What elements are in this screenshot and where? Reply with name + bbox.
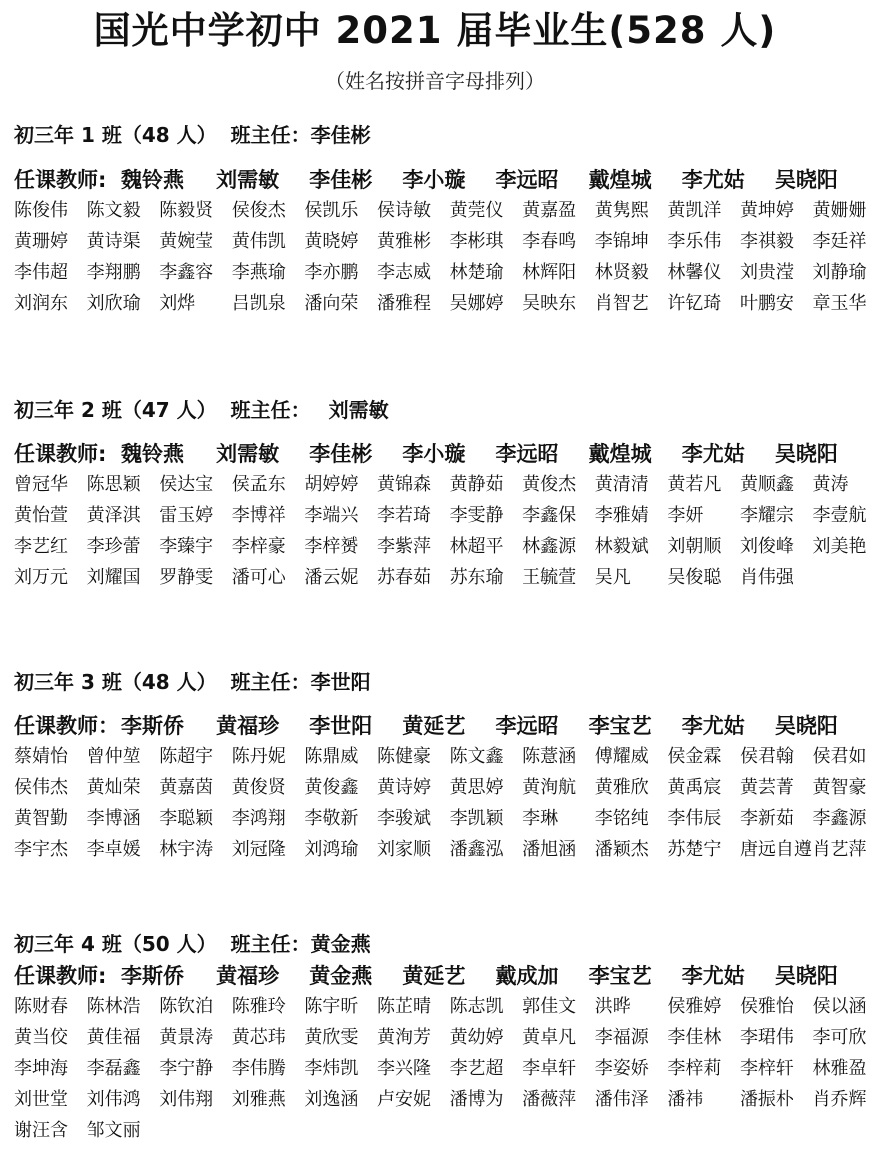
teacher-name: 李尤姑 [681,168,745,192]
student-name: 李炜凯 [304,1058,359,1079]
student-name: 郭佳文 [522,996,577,1017]
student-name: 刘家顺 [376,839,431,860]
student-name: 刘伟鸿 [86,1089,141,1110]
class-title: 初三年 3 班（48 人） [14,670,217,694]
class-title: 初三年 4 班（50 人） [14,932,217,956]
student-name: 李梓莉 [667,1058,722,1079]
student-name: 黄婉莹 [159,231,214,252]
student-name: 侯达宝 [159,474,214,495]
student-name: 李亦鹏 [304,262,359,283]
student-name: 黄坤婷 [739,200,794,221]
student-name: 李珺伟 [739,1027,794,1048]
student-name: 潘薇萍 [522,1089,577,1110]
student-name: 李彬琪 [449,231,504,252]
teacher-name: 戴成加 [495,964,559,988]
teacher-name: 李小璇 [402,168,466,192]
student-name: 黄伟凯 [231,231,286,252]
student-name: 林超平 [449,536,504,557]
student-name: 林雅盈 [812,1058,867,1079]
student-name: 李坤海 [14,1058,68,1079]
student-name: 林宇涛 [159,839,214,860]
student-name: 黄晓婷 [304,231,359,252]
student-name: 潘博为 [449,1089,504,1110]
student-name: 苏春茹 [376,567,431,588]
student-name: 刘逸涵 [304,1089,359,1110]
student-name: 黄俊贤 [231,777,286,798]
student-name: 潘向荣 [304,293,359,314]
student-name: 黄若凡 [667,474,722,495]
teacher-name: 刘需敏 [216,168,280,192]
student-name: 叶鹏安 [739,293,794,314]
student-name: 陈薏涵 [522,746,577,767]
student-name: 李博祥 [231,505,286,526]
class-header [14,120,864,150]
student-name: 李雅婧 [594,505,649,526]
student-name: 陈财春 [14,996,68,1017]
student-name: 许钇琦 [667,293,722,314]
student-name: 侯以涵 [812,996,867,1017]
student-name: 李敬新 [304,808,359,829]
student-name: 陈雅玲 [231,996,286,1017]
student-name: 黄泽淇 [86,505,141,526]
teachers-row [14,165,864,195]
student-name: 李铭纯 [594,808,649,829]
student-name: 刘俊峰 [739,536,794,557]
student-name: 胡婷婷 [304,474,359,495]
student-name: 侯君翰 [739,746,794,767]
student-name: 李福源 [594,1027,649,1048]
student-name: 黄凯洋 [667,200,722,221]
student-name: 谢汪含 [14,1120,68,1141]
student-name: 蔡婧怡 [14,746,68,767]
class-header [14,667,864,697]
student-name: 李耀宗 [739,505,794,526]
student-name: 陈俊伟 [14,200,68,221]
student-name: 黄灿荣 [86,777,141,798]
student-name: 黄洵芳 [376,1027,431,1048]
student-name: 李乐伟 [667,231,722,252]
student-name: 吴映东 [522,293,577,314]
teacher-name: 李尤姑 [681,442,745,466]
student-name: 吴俊聪 [667,567,722,588]
student-name: 黄俊杰 [522,474,577,495]
student-name: 黄莞仪 [449,200,504,221]
student-name: 吕凯泉 [231,293,286,314]
student-name: 林鑫源 [522,536,577,557]
student-list [14,741,867,865]
student-name: 唐远自遵 [739,839,812,860]
student-name: 李骏斌 [376,808,431,829]
student-name: 李珍蕾 [86,536,141,557]
teacher-name: 李佳彬 [309,168,373,192]
student-name: 肖智艺 [594,293,649,314]
student-name: 刘朝顺 [667,536,722,557]
student-name: 刘烨 [159,293,196,314]
teacher-name: 黄福珍 [216,964,280,988]
student-name: 林楚瑜 [449,262,504,283]
head-teacher-name: 李佳彬 [310,123,371,147]
student-name: 潘鑫泓 [449,839,504,860]
student-name: 黄卓凡 [522,1027,577,1048]
teacher-name: 李远昭 [495,442,559,466]
student-name: 李鑫源 [812,808,867,829]
student-name: 陈超宇 [159,746,214,767]
student-list [14,991,867,1146]
student-name: 李鑫保 [522,505,577,526]
head-teacher-label: 班主任： [230,123,311,147]
student-name: 黄禹宸 [667,777,722,798]
student-name: 刘润东 [14,293,68,314]
student-name: 陈健豪 [376,746,431,767]
student-name: 李伟超 [14,262,68,283]
student-name: 刘美艳 [812,536,867,557]
student-name: 陈鼎威 [304,746,359,767]
teacher-name: 吴晓阳 [774,442,838,466]
head-teacher-label: 班主任： [230,398,311,422]
student-name: 侯俊杰 [231,200,286,221]
student-name: 黄雅欣 [594,777,649,798]
student-name: 黄幼婷 [449,1027,504,1048]
student-name: 黄隽熙 [594,200,649,221]
student-name: 刘世堂 [14,1089,68,1110]
student-name: 黄顺鑫 [739,474,794,495]
teachers-label: 任课教师： [14,714,119,738]
student-name: 陈林浩 [86,996,141,1017]
student-name: 陈思颖 [86,474,141,495]
student-name: 李伟腾 [231,1058,286,1079]
student-name: 刘耀国 [86,567,141,588]
teacher-name: 戴煌城 [588,442,652,466]
teachers-label: 任课教师: [14,442,107,466]
teachers-label: 任课教师: [14,168,107,192]
student-name: 陈毅贤 [159,200,214,221]
student-name: 黄清清 [594,474,649,495]
student-name: 侯雅怡 [739,996,794,1017]
student-name: 李可欣 [812,1027,867,1048]
student-name: 刘伟翔 [159,1089,214,1110]
teacher-name: 李世阳 [309,714,373,738]
student-name: 李志威 [376,262,431,283]
teacher-name: 刘需敏 [216,442,280,466]
student-name: 李姿娇 [594,1058,649,1079]
student-name: 李壹航 [812,505,867,526]
student-list [14,469,867,593]
student-name: 林馨仪 [667,262,722,283]
student-name: 陈钦泊 [159,996,214,1017]
student-name: 卢安妮 [376,1089,431,1110]
teacher-name: 戴煌城 [588,168,652,192]
student-name: 李廷祥 [812,231,867,252]
student-name: 李兴隆 [376,1058,431,1079]
student-name: 章玉华 [812,293,867,314]
student-name: 吴娜婷 [449,293,504,314]
student-name: 李佳林 [667,1027,722,1048]
student-name: 黄当佼 [14,1027,68,1048]
student-name: 刘雅燕 [231,1089,286,1110]
student-name: 潘振朴 [739,1089,794,1110]
student-name: 李鸿翔 [231,808,286,829]
student-name: 陈文鑫 [449,746,504,767]
class-title: 初三年 2 班（47 人） [14,398,217,422]
student-name: 侯孟东 [231,474,286,495]
student-name: 李新茹 [739,808,794,829]
student-name: 李博涵 [86,808,141,829]
student-name: 刘万元 [14,567,68,588]
teacher-name: 李尤姑 [681,964,745,988]
student-name: 潘颖杰 [594,839,649,860]
student-name: 林毅斌 [594,536,649,557]
student-name: 潘伟泽 [594,1089,649,1110]
student-name: 侯诗敏 [376,200,431,221]
student-name: 侯伟杰 [14,777,68,798]
teacher-name: 黄金燕 [309,964,373,988]
student-name: 林辉阳 [522,262,577,283]
student-name: 黄嘉茵 [159,777,214,798]
teacher-name: 黄福珍 [216,714,280,738]
class-section-3 [14,667,867,865]
student-name: 肖伟强 [739,567,794,588]
teacher-name: 魏铃燕 [121,442,184,466]
student-name: 李艺超 [449,1058,504,1079]
student-name: 黄雅彬 [376,231,431,252]
student-name: 李宁静 [159,1058,214,1079]
student-name: 刘欣瑜 [86,293,141,314]
student-name: 侯金霖 [667,746,722,767]
teachers-label: 任课教师: [14,964,107,988]
teacher-name: 李宝艺 [588,964,652,988]
student-name: 李艺红 [14,536,68,557]
teacher-name: 吴晓阳 [774,168,838,192]
teacher-name: 李斯侨 [121,714,184,738]
class-header [14,929,864,959]
teachers-row [14,711,864,741]
student-list [14,195,867,319]
student-name: 黄诗渠 [86,231,141,252]
student-name: 李锦坤 [594,231,649,252]
student-name: 李卓媛 [86,839,141,860]
student-name: 李宇杰 [14,839,68,860]
student-name: 王毓萱 [522,567,577,588]
teachers-row [14,439,864,469]
student-name: 刘静瑜 [812,262,867,283]
class-header [14,395,864,425]
student-name: 李祺毅 [739,231,794,252]
teacher-name: 李斯侨 [121,964,184,988]
class-title: 初三年 1 班（48 人） [14,123,217,147]
student-name: 黄俊鑫 [304,777,359,798]
student-name: 黄珊婷 [14,231,68,252]
student-name: 陈文毅 [86,200,141,221]
teacher-name: 李佳彬 [309,442,373,466]
student-name: 陈丹妮 [231,746,286,767]
head-teacher-label: 班主任： [230,670,311,694]
student-name: 侯雅婷 [667,996,722,1017]
student-name: 雷玉婷 [159,505,214,526]
page-subtitle: （姓名按拼音字母排列） [325,69,545,93]
student-name: 刘鸿瑜 [304,839,359,860]
teachers-row [14,961,864,991]
teacher-name: 李小璇 [402,442,466,466]
teacher-name: 黄延艺 [402,714,466,738]
student-name: 侯君如 [812,746,867,767]
student-name: 罗静雯 [159,567,214,588]
student-name: 李春鸣 [522,231,577,252]
teacher-name: 李远昭 [495,714,559,738]
student-name: 陈芷晴 [376,996,431,1017]
student-name: 潘旭涵 [522,839,577,860]
student-name: 黄智勤 [14,808,68,829]
class-section-2 [14,395,867,593]
student-name: 苏东瑜 [449,567,504,588]
student-name: 陈宇昕 [304,996,359,1017]
student-name: 邹文丽 [86,1120,141,1141]
class-section-4 [14,929,867,1146]
student-name: 黄佳福 [86,1027,141,1048]
page-title: 国光中学初中 2021 届毕业生(528 人) [93,9,777,52]
teacher-name: 魏铃燕 [121,168,184,192]
student-name: 李若琦 [376,505,431,526]
head-teacher-name: 黄金燕 [310,932,371,956]
student-name: 李妍 [667,505,704,526]
student-name: 李燕瑜 [231,262,286,283]
student-name: 李紫萍 [376,536,431,557]
teacher-name: 李宝艺 [588,714,652,738]
student-name: 李臻宇 [159,536,214,557]
student-name: 肖乔辉 [812,1089,867,1110]
student-name: 苏楚宁 [667,839,722,860]
student-name: 李磊鑫 [86,1058,141,1079]
student-name: 黄芸菁 [739,777,794,798]
student-name: 曾仲堃 [86,746,141,767]
student-name: 李雯静 [449,505,504,526]
student-name: 李梓轩 [739,1058,794,1079]
student-name: 李梓豪 [231,536,286,557]
student-name: 黄思婷 [449,777,504,798]
student-name: 黄锦森 [376,474,431,495]
student-name: 林贤毅 [594,262,649,283]
teacher-name: 黄延艺 [402,964,466,988]
student-name: 李梓赟 [304,536,359,557]
student-name: 肖艺萍 [812,839,867,860]
student-name: 潘云妮 [304,567,359,588]
student-name: 黄洵航 [522,777,577,798]
student-name: 刘贵滢 [739,262,794,283]
student-name: 李聪颖 [159,808,214,829]
student-name: 傅耀威 [594,746,649,767]
student-name: 黄姗姗 [812,200,867,221]
student-name: 李伟辰 [667,808,722,829]
student-name: 侯凯乐 [304,200,359,221]
head-teacher-label: 班主任： [230,932,311,956]
student-name: 洪晔 [594,996,631,1017]
student-name: 潘祎 [667,1089,704,1110]
student-name: 曾冠华 [14,474,68,495]
student-name: 黄欣雯 [304,1027,359,1048]
teacher-name: 吴晓阳 [774,964,838,988]
student-name: 黄诗婷 [376,777,431,798]
student-name: 黄嘉盈 [522,200,577,221]
class-section-1 [14,120,867,319]
student-name: 刘冠隆 [231,839,286,860]
student-name: 吴凡 [594,567,631,588]
student-name: 黄芯玮 [231,1027,286,1048]
head-teacher-name: 李世阳 [310,670,371,694]
student-name: 李鑫容 [159,262,214,283]
student-name: 潘雅程 [376,293,431,314]
head-teacher-name: 刘需敏 [328,398,389,422]
teacher-name: 李尤姑 [681,714,745,738]
teacher-name: 吴晓阳 [774,714,838,738]
student-name: 李端兴 [304,505,359,526]
student-name: 黄怡萱 [14,505,68,526]
student-name: 黄涛 [812,474,849,495]
student-name: 陈志凯 [449,996,504,1017]
student-name: 黄静茹 [449,474,504,495]
student-name: 李凯颖 [449,808,504,829]
student-name: 黄智豪 [812,777,867,798]
student-name: 黄景涛 [159,1027,214,1048]
student-name: 潘可心 [231,567,286,588]
student-name: 李卓轩 [522,1058,577,1079]
student-name: 李琳 [522,808,559,829]
teacher-name: 李远昭 [495,168,559,192]
student-name: 李翔鹏 [86,262,141,283]
